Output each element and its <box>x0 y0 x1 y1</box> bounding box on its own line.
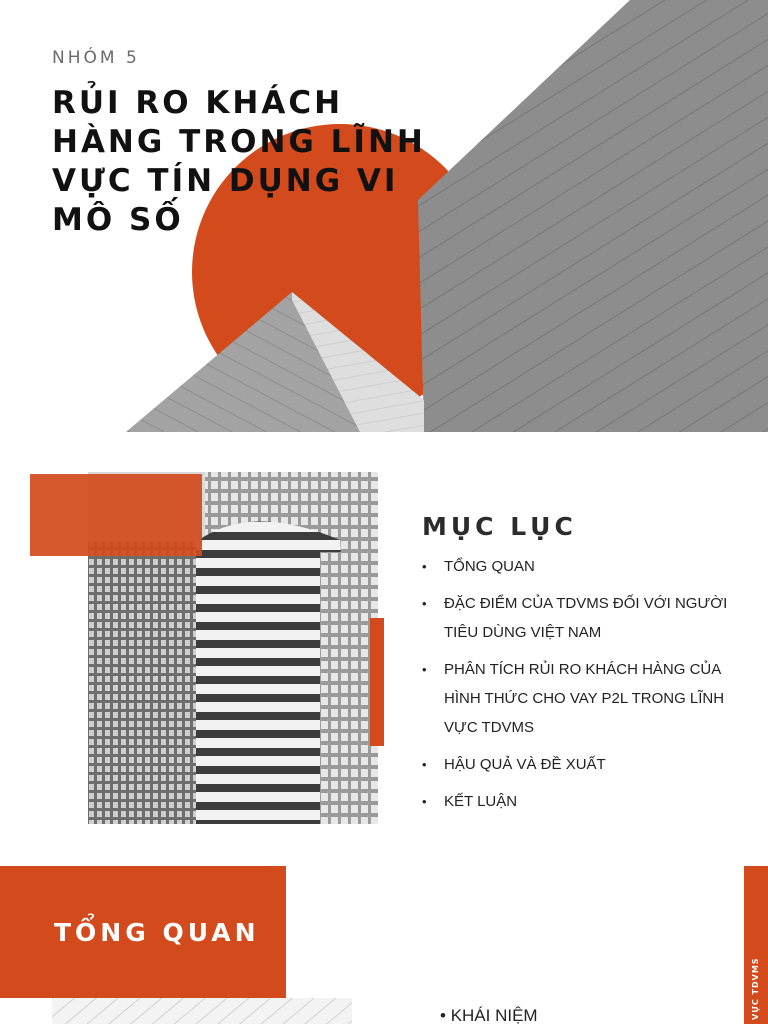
orange-title-block <box>0 866 286 998</box>
presentation-title: RỦI RO KHÁCH HÀNG TRONG LĨNH VỰC TÍN DỤNG VI MÔ SỐ <box>52 85 426 238</box>
toc-item-label: ĐẶC ĐIỂM CỦA TDVMS ĐỐI VỚI NGƯỜI TIÊU DÙNG VIỆT NAM <box>444 595 728 641</box>
bullet-dot: • <box>422 559 427 574</box>
tower-right-front <box>320 552 372 824</box>
orange-accent-block <box>30 474 202 556</box>
toc-item-label: PHÂN TÍCH RỦI RO KHÁCH HÀNG CỦA HÌNH THỨC CHO VAY P2L TRONG LĨNH VỰC TDVMS <box>444 661 725 736</box>
overview-title: TỔNG QUAN <box>54 918 260 947</box>
tower-left <box>88 542 198 824</box>
toc-item <box>420 552 740 581</box>
group-label: NHÓM 5 <box>52 48 140 68</box>
toc-list <box>420 552 740 824</box>
overview-slide <box>0 864 768 1024</box>
toc-item-label: TỔNG QUAN <box>444 558 535 575</box>
bullet-dot: • <box>422 794 427 809</box>
side-label-text: VỰC TDVMS <box>751 957 760 1020</box>
toc-item <box>420 750 740 779</box>
orange-accent-bar <box>370 618 384 746</box>
bullet-dot: • <box>422 662 427 677</box>
toc-slide <box>0 432 768 864</box>
toc-heading: MỤC LỤC <box>422 512 577 541</box>
overview-photo <box>52 998 352 1024</box>
toc-item <box>420 787 740 816</box>
side-label-strip <box>744 866 768 1024</box>
toc-item <box>420 655 740 742</box>
overview-item-label: KHÁI NIỆM <box>450 1006 538 1024</box>
overview-list-item <box>440 1006 538 1024</box>
bullet-dot: • <box>422 757 427 772</box>
bullet-dot: • <box>422 596 427 611</box>
toc-item-label: KẾT LUẬN <box>444 793 518 810</box>
skyscrapers-photo <box>0 432 400 864</box>
bullet-dot: • <box>440 1006 451 1024</box>
building-right-facade <box>418 0 768 432</box>
toc-item-label: HẬU QUẢ VÀ ĐỀ XUẤT <box>444 756 606 773</box>
toc-item <box>420 589 740 647</box>
cover-slide <box>0 0 768 432</box>
